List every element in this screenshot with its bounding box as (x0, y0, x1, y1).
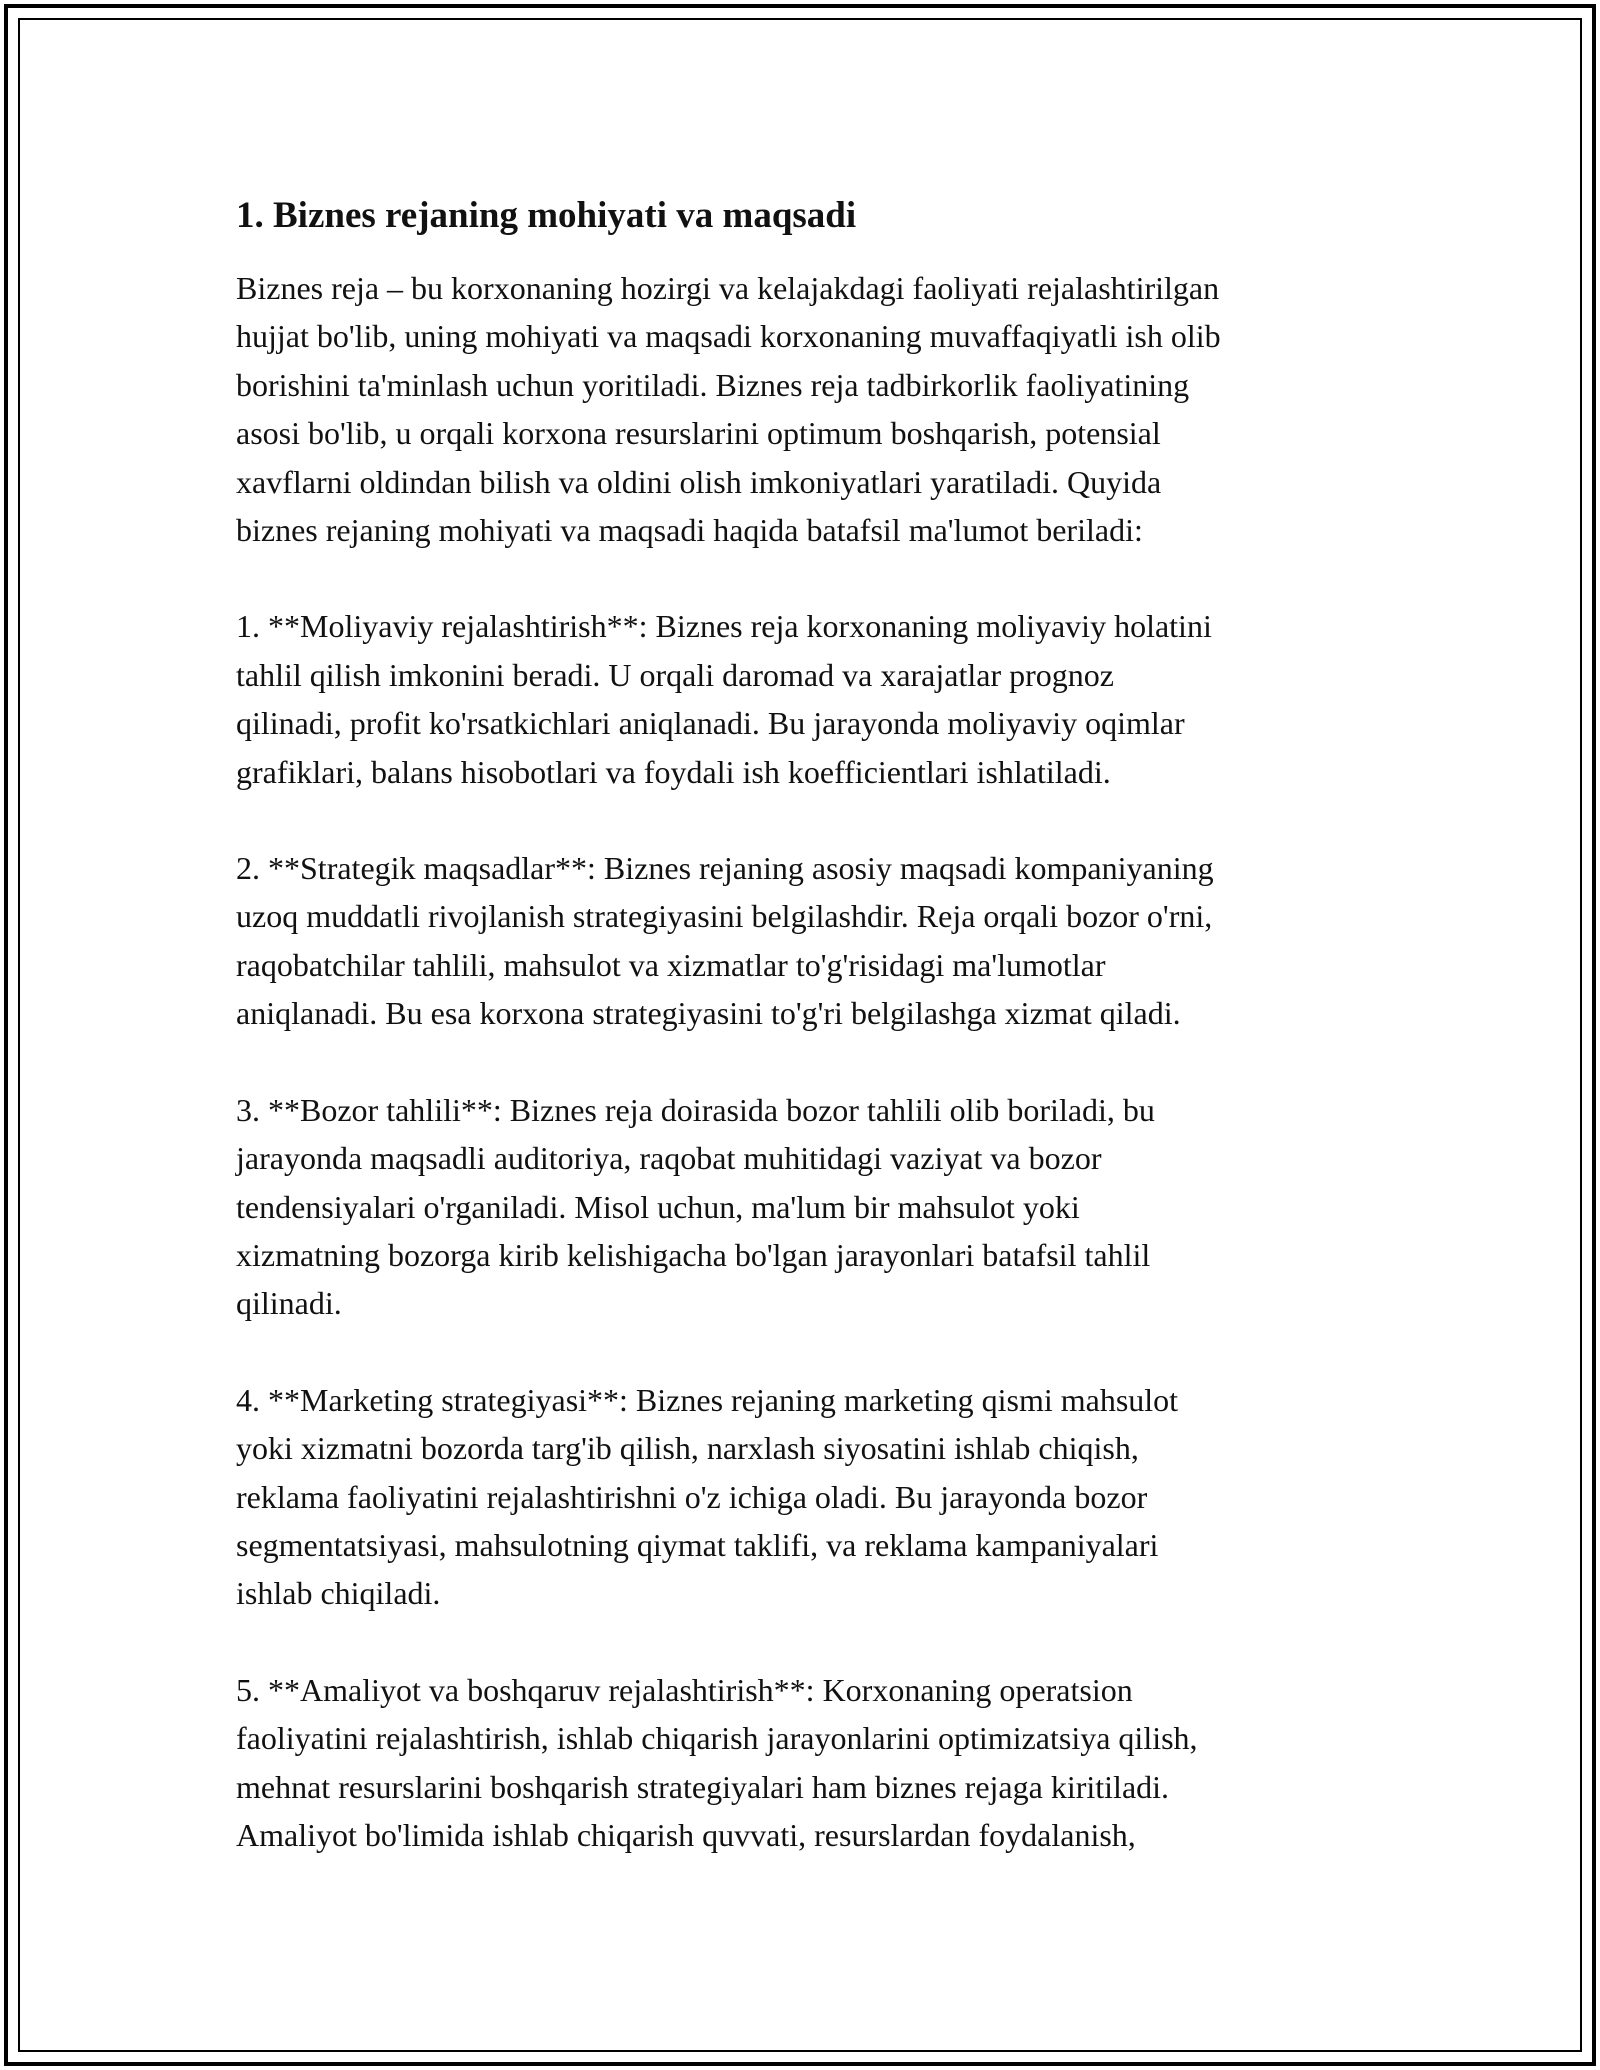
text-line: 3. **Bozor tahlili**: Biznes reja doirasida bozor tahlili olib boriladi, bu (236, 1091, 1155, 1128)
text-line: 2. **Strategik maqsadlar**: Biznes rejaning asosiy maqsadi kompaniyaning (236, 850, 1214, 887)
paragraph-market-analysis (236, 1086, 1386, 1328)
document-body (236, 188, 1386, 1907)
text-line: reklama faoliyatini rejalashtirishni o'z ichiga oladi. Bu jarayonda bozor (236, 1478, 1148, 1515)
text-line: Biznes reja – bu korxonaning hozirgi va kelajakdagi faoliyati rejalashtirilgan (236, 270, 1220, 306)
text-line: 5. **Amaliyot va boshqaruv rejalashtirish**: Korxonaning operatsion (236, 1671, 1133, 1708)
text-line: hujjat bo'lib, uning mohiyati va maqsadi korxonaning muvaffaqiyatli ish olib (236, 318, 1221, 355)
text-line: segmentatsiyasi, mahsulotning qiymat taklifi, va reklama kampaniyalari (236, 1526, 1159, 1563)
text-line: faoliyatini rejalashtirish, ishlab chiqarish jarayonlarini optimizatsiya qilish, (236, 1720, 1198, 1757)
intro-paragraph (236, 264, 1386, 554)
text-line: tahlil qilish imkonini beradi. U orqali daromad va xarajatlar prognoz (236, 656, 1114, 693)
text-line: 4. **Marketing strategiyasi**: Biznes rejaning marketing qismi mahsulot (236, 1381, 1179, 1418)
text-line: tendensiyalari o'rganiladi. Misol uchun, ma'lum bir mahsulot yoki (236, 1188, 1080, 1225)
text-line: uzoq muddatli rivojlanish strategiyasini belgilashdir. Reja orqali bozor o'rni, (236, 898, 1213, 935)
paragraph-marketing-strategy (236, 1376, 1386, 1618)
text-line: 1. **Moliyaviy rejalashtirish**: Biznes reja korxonaning moliyaviy holatini (236, 608, 1212, 645)
text-line: ishlab chiqiladi. (236, 1575, 441, 1612)
text-line: qilinadi, profit ko'rsatkichlari aniqlanadi. Bu jarayonda moliyaviy oqimlar (236, 705, 1185, 742)
text-line: xizmatning bozorga kirib kelishigacha bo'lgan jarayonlari batafsil tahlil (236, 1236, 1151, 1273)
text-line: asosi bo'lib, u orqali korxona resurslarini optimum boshqarish, potensial (236, 415, 1161, 452)
paragraph-operations-planning (236, 1666, 1386, 1860)
text-line: biznes rejaning mohiyati va maqsadi haqida batafsil ma'lumot beriladi: (236, 512, 1143, 549)
text-line: jarayonda maqsadli auditoriya, raqobat muhitidagi vaziyat va bozor (236, 1140, 1102, 1177)
text-line: qilinadi. (236, 1285, 342, 1322)
text-line: raqobatchilar tahlili, mahsulot va xizmatlar to'g'risidagi ma'lumotlar (236, 946, 1106, 983)
text-line: Amaliyot bo'limida ishlab chiqarish quvvati, resurslardan foydalanish, (236, 1816, 1136, 1853)
text-line: borishini ta'minlash uchun yoritiladi. Biznes reja tadbirkorlik faoliyatining (236, 366, 1190, 403)
text-line: xavflarni oldindan bilish va oldini olish imkoniyatlari yaratiladi. Quyida (236, 463, 1162, 500)
paragraph-strategic-goals (236, 844, 1386, 1038)
text-line: aniqlanadi. Bu esa korxona strategiyasini to'g'ri belgilashga xizmat qiladi. (236, 995, 1181, 1032)
text-line: grafiklari, balans hisobotlari va foydali ish koefficientlari ishlatiladi. (236, 753, 1111, 790)
document-title: 1. Biznes rejaning mohiyati va maqsadi (236, 195, 857, 236)
paragraph-financial-planning (236, 602, 1386, 796)
text-line: mehnat resurslarini boshqarish strategiyalari ham biznes rejaga kiritiladi. (236, 1768, 1170, 1805)
text-line: yoki xizmatni bozorda targ'ib qilish, narxlash siyosatini ishlab chiqish, (236, 1430, 1139, 1467)
